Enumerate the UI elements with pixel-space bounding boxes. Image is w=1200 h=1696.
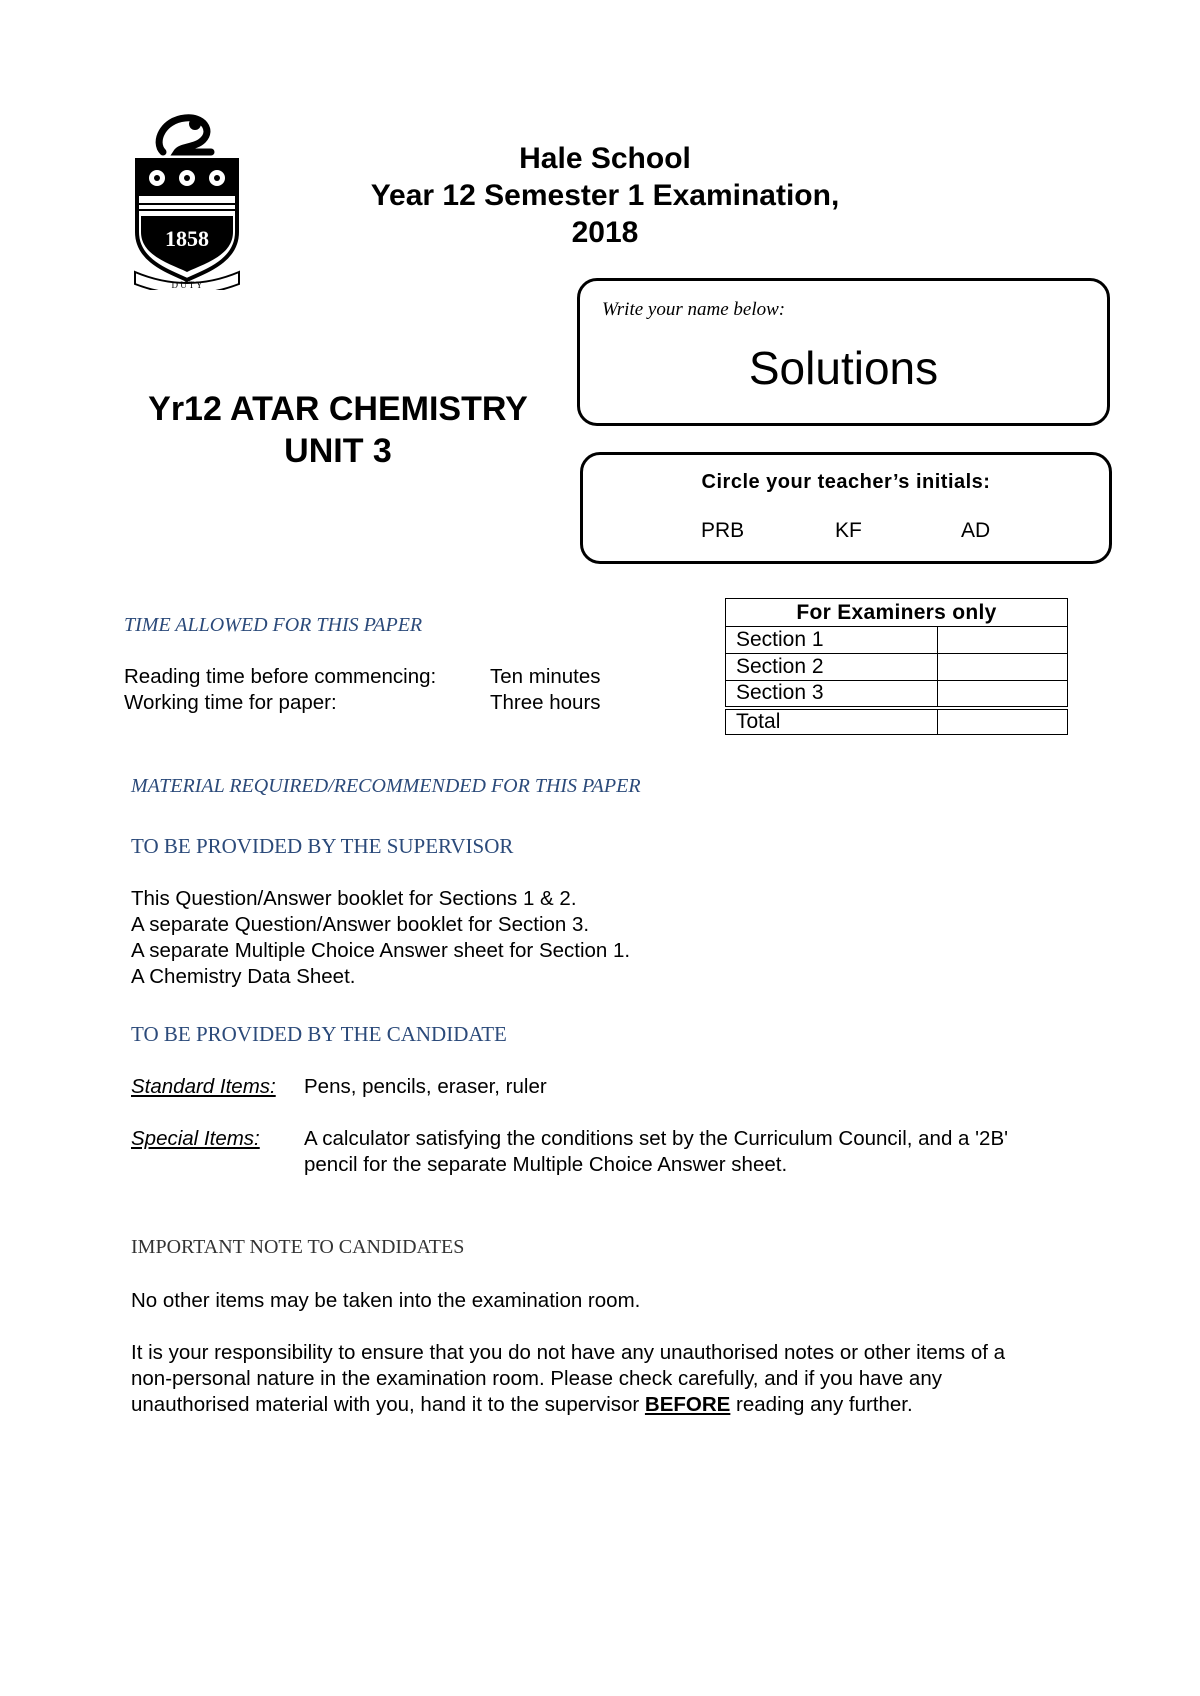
subject-line-2: UNIT 3 [284,432,392,470]
exam-title-block [300,140,910,251]
subject-line-1: Yr12 ATAR CHEMISTRY [148,390,528,428]
working-time-value: Three hours [490,691,601,714]
teacher-initial-option[interactable]: AD [961,519,991,542]
list-item: A Chemistry Data Sheet. [131,965,356,988]
important-heading: IMPORTANT NOTE TO CANDIDATES [131,1236,465,1258]
teacher-initials-box [580,452,1112,564]
subject-title [128,388,548,472]
paragraph-line [131,1392,1005,1418]
student-name-value: Solutions [748,342,939,394]
candidate-heading: TO BE PROVIDED BY THE CANDIDATE [131,1022,507,1046]
table-row-label: Section 3 [726,681,938,708]
working-time-label: Working time for paper: [124,691,337,714]
reading-time-label: Reading time before commencing: [124,665,437,688]
name-prompt: Write your name below: [602,299,786,320]
list-item: A separate Question/Answer booklet for Section 3. [131,913,590,936]
supervisor-heading: TO BE PROVIDED BY THE SUPERVISOR [131,834,514,858]
special-items-line: pencil for the separate Multiple Choice Answer sheet. [304,1153,788,1176]
exam-year: 2018 [571,216,639,249]
table-row [726,708,1068,735]
school-name: Hale School [519,142,691,175]
marks-cell [938,708,1068,735]
material-heading: MATERIAL REQUIRED/RECOMMENDED FOR THIS PAPER [131,775,641,797]
standard-items-label: Standard Items: [131,1075,276,1098]
marks-cell [938,681,1068,708]
important-paragraph-1: No other items may be taken into the examination room. [131,1289,641,1312]
teacher-initial-option[interactable]: PRB [701,519,745,542]
crest-year: 1858 [165,226,209,251]
examiners-table-header: For Examiners only [726,599,1068,627]
special-items-line: A calculator satisfying the conditions set by the Curriculum Council, and a '2B' [304,1127,1009,1150]
teacher-initials-label: Circle your teacher’s initials: [701,471,991,493]
paragraph-line: It is your responsibility to ensure that you do not have any unauthorised notes or other items of a [131,1341,1006,1364]
table-row [726,627,1068,654]
time-allowed-heading: TIME ALLOWED FOR THIS PAPER [124,614,423,636]
list-item: This Question/Answer booklet for Sections 1 & 2. [131,887,577,910]
school-crest-logo [133,112,241,290]
table-row-label: Total [726,708,938,735]
marks-cell [938,627,1068,654]
text-span: reading any further. [730,1393,913,1416]
emphasis-before: BEFORE [644,1393,731,1416]
name-box[interactable] [577,278,1110,426]
paragraph-line: non-personal nature in the examination room. Please check carefully, and if you have any [131,1367,942,1390]
list-item: A separate Multiple Choice Answer sheet for Section 1. [131,939,631,962]
crest-motto: D U T Y [171,280,203,290]
marks-cell [938,654,1068,681]
standard-items-value: Pens, pencils, eraser, ruler [304,1075,547,1098]
text-span: unauthorised material with you, hand it to the supervisor [131,1393,645,1416]
teacher-initial-option[interactable]: KF [835,519,862,542]
special-items-label: Special Items: [131,1127,260,1150]
examiners-marks-table [725,598,1068,735]
reading-time-value: Ten minutes [490,665,601,688]
important-paragraph-2 [131,1340,1005,1418]
exam-name: Year 12 Semester 1 Examination, [370,179,840,212]
table-row [726,654,1068,681]
table-row [726,681,1068,708]
special-items-value [304,1126,1008,1178]
supervisor-items-list [131,886,630,990]
table-row-label: Section 1 [726,627,938,654]
table-row-label: Section 2 [726,654,938,681]
